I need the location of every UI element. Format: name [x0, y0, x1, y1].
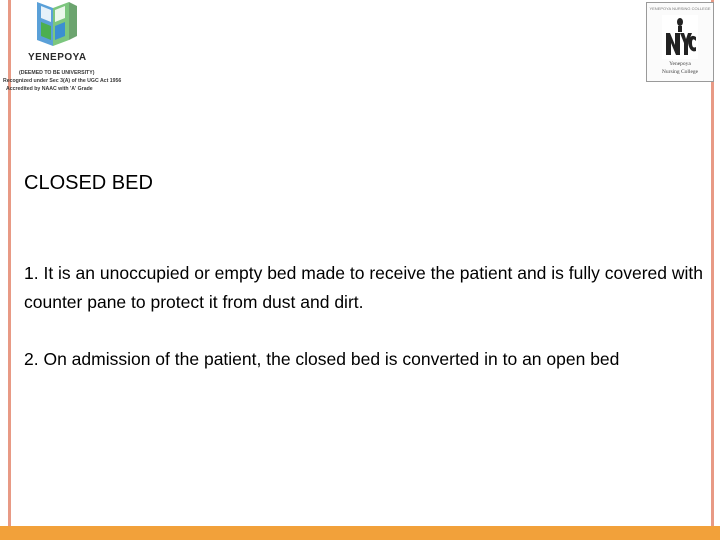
university-status-line: (DEEMED TO BE UNIVERSITY): [19, 70, 95, 76]
paragraph-1: 1. It is an unoccupied or empty bed made to receive the patient and is fully covered with counter pane to protect it from dust and dirt.: [24, 263, 703, 312]
yenepoya-emblem-icon: [33, 0, 85, 50]
slide-title: CLOSED BED: [24, 172, 153, 194]
seal-caption-line2: Nursing College: [661, 69, 699, 75]
nursing-college-seal: [646, 2, 714, 82]
yenepoya-university-logo: [0, 0, 140, 100]
nursing-lamp-emblem-icon: [662, 15, 698, 59]
seal-top-text: YENEPOYA NURSING COLLEGE: [649, 6, 711, 11]
seal-caption-line1: Yenepoya: [669, 61, 691, 67]
footer-bar: [0, 526, 720, 540]
paragraph-2: 2. On admission of the patient, the closed bed is converted in to an open bed: [24, 349, 620, 369]
naac-accreditation-line: Accredited by NAAC with 'A' Grade: [6, 86, 93, 92]
ugc-recognition-line: Recognized under Sec 3(A) of the UGC Act 1956: [3, 78, 122, 84]
yenepoya-name: YENEPOYA: [28, 52, 87, 63]
